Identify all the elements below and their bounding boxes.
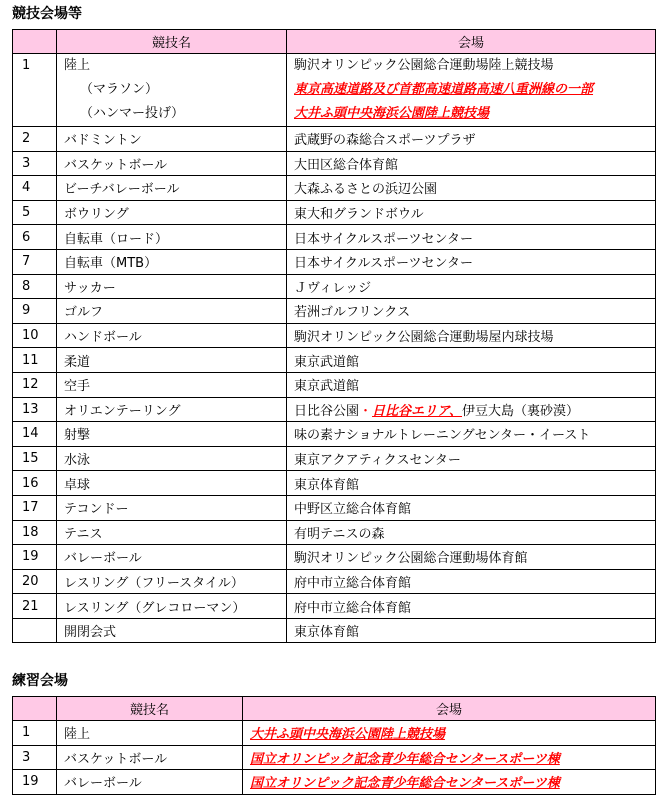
- table-row: [13, 745, 656, 770]
- event-name: テコンドー: [57, 495, 287, 520]
- row-number: 3: [13, 745, 57, 770]
- header-venue: 会場: [287, 30, 656, 54]
- row-number: [13, 618, 57, 643]
- event-name: レスリング（フリースタイル）: [57, 569, 287, 594]
- header-venue: 会場: [243, 697, 656, 721]
- venue-name: Ｊヴィレッジ: [287, 274, 656, 299]
- event-name: ハンドボール: [57, 323, 287, 348]
- row-number: 10: [13, 323, 57, 348]
- table-row: [13, 54, 656, 127]
- table-row: [13, 151, 656, 176]
- event-name: バドミントン: [57, 127, 287, 152]
- event-name: ゴルフ: [57, 299, 287, 324]
- venue-highlight: 日比谷エリア、: [372, 403, 462, 419]
- table-row: [13, 323, 656, 348]
- table-row: [13, 348, 656, 373]
- table-row: [13, 225, 656, 250]
- event-name: 柔道: [57, 348, 287, 373]
- section-title-venues: 競技会場等: [12, 6, 82, 22]
- header-num: [13, 697, 57, 721]
- venue-name: 駒沢オリンピック公園総合運動場体育館: [287, 545, 656, 570]
- venue-name: 東京武道館: [287, 372, 656, 397]
- event-name: テニス: [57, 520, 287, 545]
- venue-separator: ・: [359, 403, 373, 419]
- venue-name: 有明テニスの森: [287, 520, 656, 545]
- venue-name: 東京武道館: [287, 348, 656, 373]
- row-number: 7: [13, 249, 57, 274]
- venue-name: 中野区立総合体育館: [287, 495, 656, 520]
- table-header-row: [13, 697, 656, 721]
- event-name: 射撃: [57, 422, 287, 447]
- event-name: オリエンテーリング: [57, 397, 287, 422]
- table-row: [13, 446, 656, 471]
- table-row: [13, 520, 656, 545]
- event-sub-hammer: （ハンマー投げ）: [80, 106, 185, 121]
- row-number: 20: [13, 569, 57, 594]
- event-sub-marathon: （マラソン）: [80, 82, 159, 97]
- row-number: 1: [22, 58, 31, 73]
- venue-name: 東京体育館: [287, 618, 656, 643]
- row-number: 19: [13, 545, 57, 570]
- event-name: 卓球: [57, 471, 287, 496]
- venue-name: 日本サイクルスポーツセンター: [287, 249, 656, 274]
- table-row: [13, 127, 656, 152]
- row-number: 13: [13, 397, 57, 422]
- event-name: 陸上: [57, 721, 243, 746]
- venue-name: [287, 397, 656, 422]
- event-name: バスケットボール: [57, 745, 243, 770]
- row-number: 8: [13, 274, 57, 299]
- venue-name: 大井ふ頭中央海浜公園陸上競技場: [243, 721, 656, 746]
- event-name: サッカー: [57, 274, 287, 299]
- event-name: レスリング（グレコローマン）: [57, 594, 287, 619]
- venue-name: 府中市立総合体育館: [287, 594, 656, 619]
- venue-name: 若洲ゴルフリンクス: [287, 299, 656, 324]
- table-row: [13, 545, 656, 570]
- table-row: [13, 618, 656, 643]
- table-row: [13, 299, 656, 324]
- row-number: 21: [13, 594, 57, 619]
- row-number: 15: [13, 446, 57, 471]
- venue-name: 日本サイクルスポーツセンター: [287, 225, 656, 250]
- venue-hammer-highlight: 大井ふ頭中央海浜公園陸上競技場: [294, 106, 490, 121]
- event-name: 自転車（MTB）: [57, 249, 287, 274]
- venue-name: 大田区総合体育館: [287, 151, 656, 176]
- row-number: 6: [13, 225, 57, 250]
- event-name: 自転車（ロード）: [57, 225, 287, 250]
- row-number: 4: [13, 176, 57, 201]
- venue-name: 国立オリンピック記念青少年総合センタースポーツ棟: [243, 770, 656, 795]
- practice-rows: [13, 721, 656, 795]
- venue-part-c: 伊豆大島（裏砂漠）: [462, 403, 580, 419]
- row-number: 3: [13, 151, 57, 176]
- table-row: [13, 200, 656, 225]
- venue-name: 府中市立総合体育館: [287, 569, 656, 594]
- venue-part-a: 日比谷公園: [294, 403, 360, 419]
- venue-name: 味の素ナショナルトレーニングセンター・イースト: [287, 422, 656, 447]
- table-row: [13, 249, 656, 274]
- event-name: バレーボール: [57, 545, 287, 570]
- table-row: [13, 495, 656, 520]
- row-number: 11: [13, 348, 57, 373]
- table-row: [13, 569, 656, 594]
- venue-name: 東大和グランドボウル: [287, 200, 656, 225]
- section-title-practice: 練習会場: [12, 673, 68, 689]
- row-number: 16: [13, 471, 57, 496]
- table-row: [13, 274, 656, 299]
- row-number: 18: [13, 520, 57, 545]
- venue-name: 駒沢オリンピック公園総合運動場屋内球技場: [287, 323, 656, 348]
- row-number: 1: [13, 721, 57, 746]
- row-number: 2: [13, 127, 57, 152]
- venue-name: 東京アクアティクスセンター: [287, 446, 656, 471]
- event-name: 開閉会式: [57, 618, 287, 643]
- venue-marathon-highlight: 東京高速道路及び首都高速道路高速八重洲線の一部: [294, 82, 594, 97]
- venue-name: 国立オリンピック記念青少年総合センタースポーツ棟: [243, 745, 656, 770]
- venue-name: 大森ふるさとの浜辺公園: [287, 176, 656, 201]
- header-num: [13, 30, 57, 54]
- event-name: 陸上: [64, 58, 91, 73]
- event-name: ビーチバレーボール: [57, 176, 287, 201]
- event-name: バスケットボール: [57, 151, 287, 176]
- table-row: [13, 422, 656, 447]
- table-row: [13, 397, 656, 422]
- venues-table: [12, 29, 656, 643]
- table-row: [13, 721, 656, 746]
- venue-name: 駒沢オリンピック公園総合運動場陸上競技場: [294, 58, 554, 73]
- header-event: 競技名: [57, 30, 287, 54]
- event-name: 空手: [57, 372, 287, 397]
- row-number: 19: [13, 770, 57, 795]
- practice-venues-table: [12, 696, 656, 795]
- venue-name: 東京体育館: [287, 471, 656, 496]
- table-row: [13, 176, 656, 201]
- row-number: 12: [13, 372, 57, 397]
- venue-name: 武蔵野の森総合スポーツプラザ: [287, 127, 656, 152]
- table-row: [13, 372, 656, 397]
- event-name: バレーボール: [57, 770, 243, 795]
- row-number: 9: [13, 299, 57, 324]
- table-row: [13, 594, 656, 619]
- table-row: [13, 770, 656, 795]
- event-name: ボウリング: [57, 200, 287, 225]
- event-name: 水泳: [57, 446, 287, 471]
- table-header-row: [13, 30, 656, 54]
- row-number: 14: [13, 422, 57, 447]
- header-event: 競技名: [57, 697, 243, 721]
- row-number: 17: [13, 495, 57, 520]
- row-number: 5: [13, 200, 57, 225]
- table-row: [13, 471, 656, 496]
